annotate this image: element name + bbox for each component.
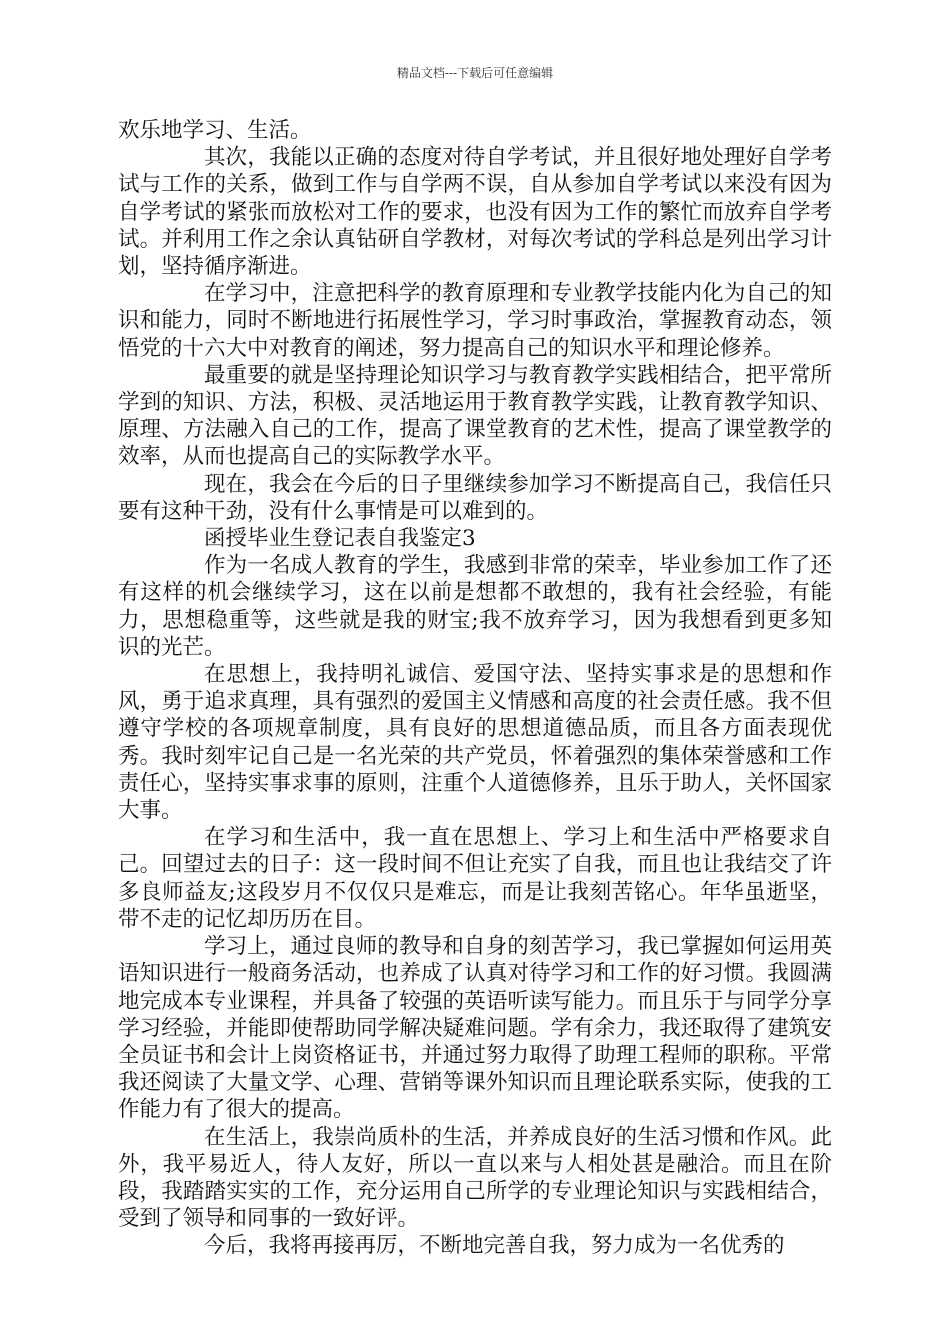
paragraph-12: 今后，我将再接再厉，不断地完善自我，努力成为一名优秀的 <box>204 1233 785 1259</box>
paragraph-4: 最重要的就是坚持理论知识学习与教育教学实践相结合，把平常所学到的知识、方法，积极、灵活地运用于教育教学实践，让教育教学知识、原理、方法融入自己的工作，提高了课堂教育的艺术性，提高了课堂教学的效率，从而也提高自己的实际教学水平。 <box>118 362 832 470</box>
paragraph-10: 学习上，通过良师的教导和自身的刻苦学习，我已掌握如何运用英语知识进行一般商务活动，也养成了认真对待学习和工作的好习惯。我圆满地完成本专业课程，并具备了较强的英语听读写能力。而且乐于与同学分享学习经验，并能即使帮助同学解决疑难问题。学有余力，我还取得了建筑安全员证书和会计上岗资格证书，并通过努力取得了助理工程师的职称。平常我还阅读了大量文学、心理、营销等课外知识而且理论联系实际，使我的工作能力有了很大的提高。 <box>118 934 832 1123</box>
paragraph-3: 在学习中，注意把科学的教育原理和专业教学技能内化为自己的知识和能力，同时不断地进行拓展性学习，学习时事政治，掌握教育动态，领悟党的十六大中对教育的阐述，努力提高自己的知识水平和理论修养。 <box>118 281 832 361</box>
document-body <box>118 117 832 1260</box>
paragraph-5: 现在，我会在今后的日子里继续参加学习不断提高自己，我信任只要有这种干劲，没有什么事情是可以难到的。 <box>118 471 832 524</box>
paragraph-11: 在生活上，我崇尚质朴的生活，并养成良好的生活习惯和作风。此外，我平易近人，待人友好，所以一直以来与人相处甚是融洽。而且在阶段，我踏踏实实的工作，充分运用自己所学的专业理论知识与实践相结合，受到了领导和同事的一致好评。 <box>118 1124 832 1232</box>
paragraph-8: 在思想上，我持明礼诚信、爱国守法、坚持实事求是的思想和作风，勇于追求真理，具有强烈的爱国主义情感和高度的社会责任感。我不但遵守学校的各项规章制度，具有良好的思想道德品质，而且各方面表现优秀。我时刻牢记自己是一名光荣的共产党员，怀着强烈的集体荣誉感和工作责任心，坚持实事求事的原则，注重个人道德修养，且乐于助人，关怀国家大事。 <box>118 662 832 824</box>
paragraph-9: 在学习和生活中，我一直在思想上、学习上和生活中严格要求自己。回望过去的日子：这一段时间不但让充实了自我，而且也让我结交了许多良师益友;这段岁月不仅仅只是难忘，而是让我刻苦铭心。年华虽逝坚，带不走的记忆却历历在目。 <box>118 825 832 932</box>
paragraph-1: 欢乐地学习、生活。 <box>118 118 312 143</box>
paragraph-2: 其次，我能以正确的态度对待自学考试，并且很好地处理好自学考试与工作的关系，做到工作与自学两不误，自从参加自学考试以来没有因为自学考试的紧张而放松对工作的要求，也没有因为工作的繁忙而放弃自学考试。并利用工作之余认真钻研自学教材，对每次考试的学科总是列出学习计划，坚持循序渐进。 <box>118 145 832 280</box>
paragraph-7: 作为一名成人教育的学生，我感到非常的荣幸，毕业参加工作了还有这样的机会继续学习，这在以前是想都不敢想的，我有社会经验，有能力，思想稳重等，这些就是我的财宝;我不放弃学习，因为我想看到更多知识的光芒。 <box>118 553 832 660</box>
section-heading: 函授毕业生登记表自我鉴定3 <box>204 526 476 552</box>
page-header: 精品文档---下载后可任意编辑 <box>396 66 554 80</box>
